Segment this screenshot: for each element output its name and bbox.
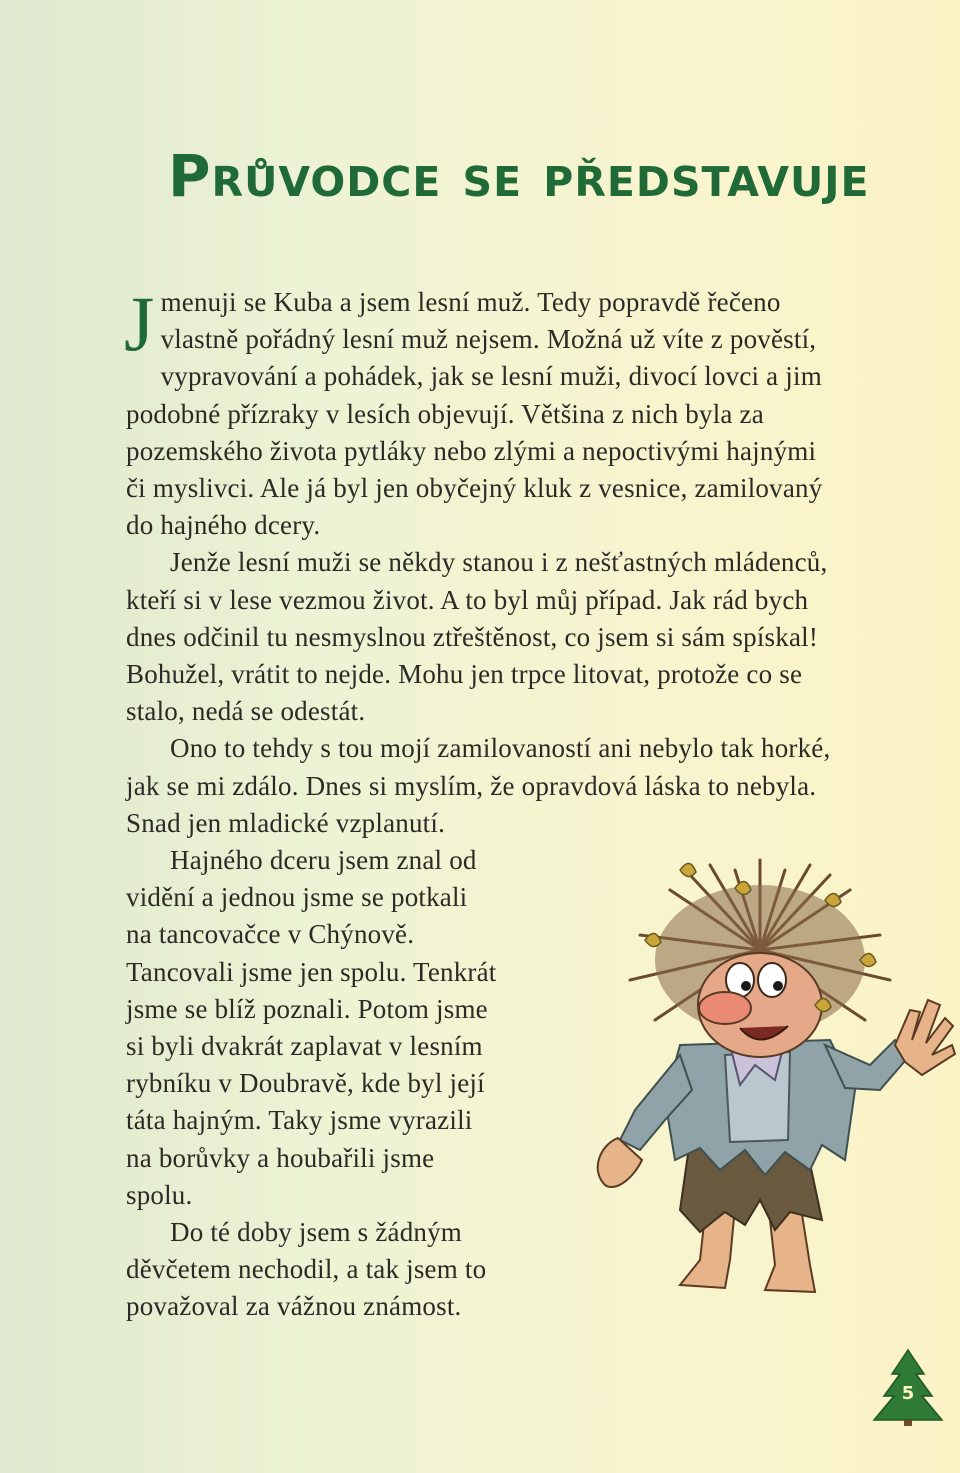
drop-cap: J: [124, 280, 155, 367]
text-line: Hajného dceru jsem znal od: [170, 845, 477, 876]
forest-man-illustration: [560, 840, 960, 1320]
text-line: spolu.: [126, 1179, 193, 1210]
page-number: 5: [901, 1383, 915, 1404]
text-line: stalo, nedá se odestát.: [126, 696, 366, 727]
text-line: dnes odčinil tu nesmyslnou ztřeštěnost, co jsem si sám spískal!: [126, 621, 819, 652]
text-line: rybníku v Doubravě, kde byl její: [126, 1068, 485, 1099]
text-line: Snad jen mladické vzplanutí.: [126, 807, 446, 838]
text-line: vidění a jednou jsme se potkali: [126, 882, 468, 913]
text-line: podobné přízraky v lesích objevují. Většina z nich byla za: [126, 398, 764, 429]
nose: [699, 992, 751, 1024]
text-line: vlastně pořádný lesní muž nejsem. Možná už víte z pověstí,: [160, 324, 817, 355]
text-line: táta hajným. Taky jsme vyrazili: [126, 1105, 473, 1136]
text-line: či myslivci. Ale já byl jen obyčejný kluk z vesnice, zamilovaný: [126, 473, 823, 504]
right-eye: [758, 963, 786, 997]
text-line: Do té doby jsem s žádným: [170, 1217, 463, 1248]
text-line: Ono to tehdy s tou mojí zamilovaností ani nebylo tak horké,: [170, 733, 831, 764]
page-title: Průvodce se představuje: [168, 142, 870, 210]
text-line: Tancovali jsme jen spolu. Tenkrát: [126, 956, 497, 987]
text-line: na tancovačce v Chýnově.: [126, 919, 415, 950]
text-line: považoval za vážnou známost.: [126, 1291, 462, 1322]
text-line: jsme se blíž poznali. Potom jsme: [126, 993, 488, 1024]
text-line: Jenže lesní muži se někdy stanou i z nešťastných mládenců,: [170, 547, 828, 578]
text-line: pozemského života pytláky nebo zlými a nepoctivými hajnými: [126, 435, 817, 466]
text-line: menuji se Kuba a jsem lesní muž. Tedy popravdě řečeno: [160, 287, 781, 317]
text-line: na borůvky a houbařili jsme: [126, 1142, 435, 1173]
text-line: kteří si v lese vezmou život. A to byl můj případ. Jak rád bych: [126, 584, 809, 615]
text-line: Bohužel, vrátit to nejde. Mohu jen trpce litovat, protože co se: [126, 659, 803, 690]
text-line: děvčetem nechodil, a tak jsem to: [126, 1254, 487, 1285]
text-line: jak se mi zdálo. Dnes si myslím, že opravdová láska to nebyla.: [126, 770, 817, 801]
text-line: vypravování a pohádek, jak se lesní muži, divocí lovci a jim: [160, 361, 822, 392]
waving-hand: [895, 1000, 955, 1075]
text-line: si byli dvakrát zaplavat v lesním: [126, 1031, 483, 1062]
text-line: do hajného dcery.: [126, 510, 321, 541]
